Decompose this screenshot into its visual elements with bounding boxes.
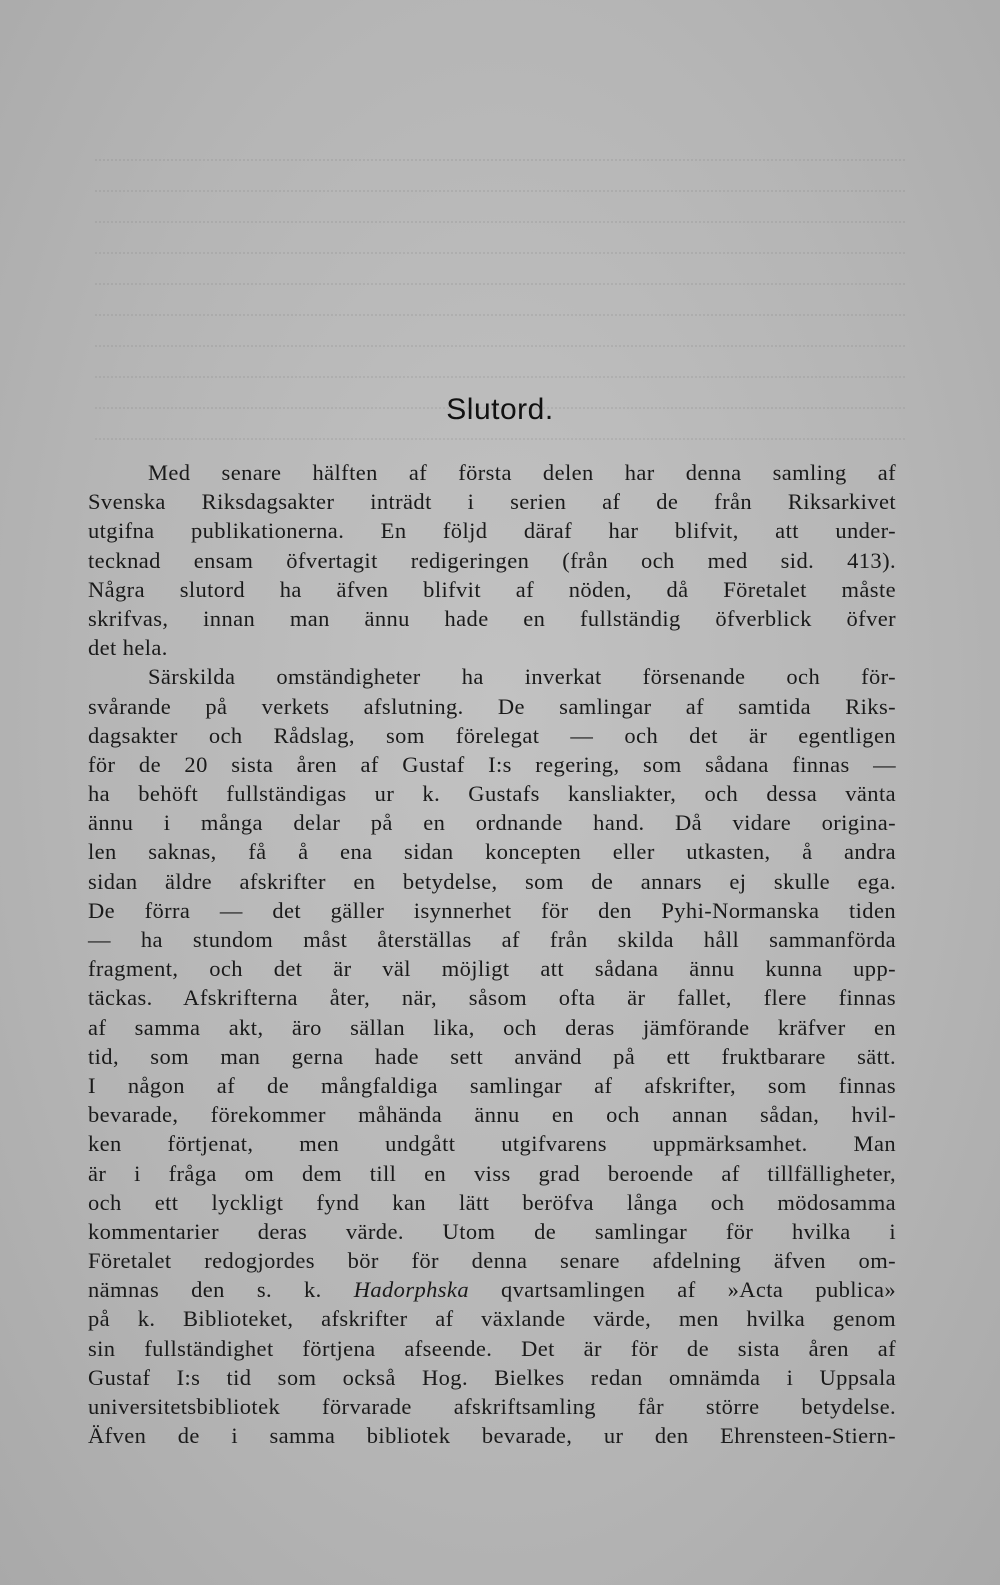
- text-line: ännu i många delar på en ordnande hand. Då vidare origina-: [88, 810, 896, 836]
- section-heading: Slutord.: [446, 393, 554, 426]
- text-line: Med senare hälften af första delen har denna samling af: [148, 460, 896, 485]
- text-line: Särskilda omständigheter ha inverkat försenande och för-: [148, 664, 896, 690]
- text-line: skrifvas, innan man ännu hade en fullständig öfverblick öfver: [88, 605, 896, 631]
- body-text: [88, 458, 896, 1450]
- text-line: kommentarier deras värde. Utom de samlingar för hvilka i: [88, 1218, 896, 1244]
- text-line: universitetsbibliotek förvarade afskriftsamling får större betydelse.: [88, 1394, 896, 1419]
- text-line: bevarade, förekommer måhända ännu en och annan sådan, hvil-: [88, 1102, 896, 1128]
- text-line: för de 20 sista åren af Gustaf I:s regering, som sådana finnas —: [88, 751, 896, 777]
- italic-title: Hadorphska: [353, 1277, 469, 1303]
- text-line: sin fullständighet förtjena afseende. Det är för de sista åren af: [88, 1335, 896, 1361]
- text-line: Äfven de i samma bibliotek bevarade, ur den Ehrensteen-Stiern-: [88, 1423, 896, 1449]
- text-line: ken förtjenat, men undgått utgifvarens uppmärksamhet. Man: [88, 1131, 896, 1157]
- text-segment: nämnas den s. k.: [88, 1277, 322, 1303]
- text-line: tid, som man gerna hade sett använd på ett fruktbarare sätt.: [88, 1043, 896, 1069]
- text-segment: qvartsamlingen af »Acta publica»: [500, 1277, 896, 1303]
- text-line: ha behöft fullständigas ur k. Gustafs kansliakter, och dessa vänta: [88, 781, 896, 807]
- text-line: täckas. Afskrifterna åter, när, såsom ofta är fallet, flere finnas: [88, 985, 896, 1011]
- text-line: utgifna publikationerna. En följd däraf har blifvit, att under-: [88, 518, 896, 544]
- text-line: dagsakter och Rådslag, som förelegat — och det är egentligen: [88, 722, 896, 748]
- bleed-through-shadow: [95, 130, 905, 430]
- text-line: len saknas, få å ena sidan koncepten eller utkasten, å andra: [88, 839, 896, 865]
- text-line: tecknad ensam öfvertagit redigeringen (från och med sid. 413).: [88, 547, 896, 573]
- text-line: fragment, och det är väl möjligt att sådana ännu kunna upp-: [88, 956, 896, 982]
- text-line: svårande på verkets afslutning. De samlingar af samtida Riks-: [88, 693, 896, 719]
- text-line: I någon af de mångfaldiga samlingar af afskrifter, som finnas: [88, 1072, 896, 1098]
- text-line: sidan äldre afskrifter en betydelse, som de annars ej skulle ega.: [88, 868, 896, 894]
- text-line: och ett lyckligt fynd kan lätt beröfva långa och mödosamma: [88, 1189, 896, 1215]
- text-line: Svenska Riksdagsakter inträdt i serien af de från Riksarkivet: [88, 489, 896, 515]
- text-line: det hela.: [88, 635, 168, 661]
- text-line: är i fråga om dem till en viss grad beroende af tillfälligheter,: [88, 1160, 896, 1186]
- text-line: af samma akt, äro sällan lika, och deras jämförande kräfver en: [88, 1014, 896, 1040]
- text-line: Gustaf I:s tid som också Hog. Bielkes redan omnämda i Uppsala: [88, 1364, 896, 1390]
- text-line-with-italic: [88, 1275, 896, 1304]
- text-line: — ha stundom måst återställas af från skilda håll sammanförda: [88, 927, 896, 952]
- text-line: De förra — det gäller isynnerhet för den Pyhi-Normanska tiden: [88, 897, 896, 923]
- text-line: Några slutord ha äfven blifvit af nöden, då Företalet måste: [88, 576, 896, 602]
- text-line: på k. Biblioteket, afskrifter af växlande värde, men hvilka genom: [88, 1306, 896, 1332]
- text-line: Företalet redogjordes bör för denna senare afdelning äfven om-: [88, 1248, 896, 1274]
